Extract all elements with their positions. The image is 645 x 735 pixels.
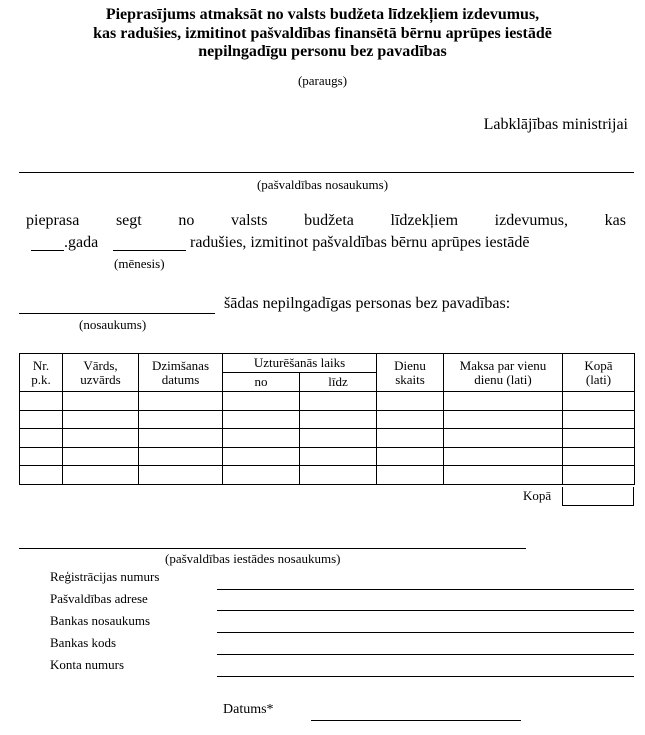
registration-number-line[interactable] [217,589,634,590]
word: no [178,212,195,229]
header-nr-line1: Nr. [32,357,50,373]
header-birth-line2: datums [161,371,200,387]
document-subtitle: (paraugs) [297,73,348,88]
document-title [0,6,645,62]
word: valsts [231,212,268,229]
header-total [563,354,635,392]
table-cell[interactable] [223,392,300,411]
header-nr-line2: p.k. [31,371,51,387]
table-cell[interactable] [563,447,635,466]
year-blank[interactable] [31,250,64,251]
table-cell[interactable] [63,447,139,466]
date-label: Datums* [223,702,274,717]
bank-code-line[interactable] [217,654,634,655]
table-row [20,392,635,411]
word: budžeta [304,212,354,229]
header-fee-line1: Maksa par vienu [459,357,547,373]
table-cell[interactable] [223,447,300,466]
bank-code-label: Bankas kods [50,635,117,650]
title-line-3: nepilngadīgu personu bez pavadības [198,43,447,60]
persons-table [19,353,635,485]
header-from: no [223,373,300,392]
municipality-address-label: Pašvaldības adrese [50,591,148,606]
table-cell[interactable] [20,429,63,448]
table-cell[interactable] [223,429,300,448]
table-cell[interactable] [20,410,63,429]
table-cell[interactable] [20,392,63,411]
table-row [20,447,635,466]
table-cell[interactable] [444,392,563,411]
header-birth-date [139,354,223,392]
table-cell[interactable] [139,410,223,429]
header-total-line1: Kopā [584,357,613,373]
table-cell[interactable] [300,429,377,448]
table-cell[interactable] [63,466,139,485]
table-cell[interactable] [20,466,63,485]
table-cell[interactable] [223,466,300,485]
table-cell[interactable] [377,429,444,448]
table-cell[interactable] [444,466,563,485]
table-cell[interactable] [300,447,377,466]
word: pieprasa [26,212,80,229]
header-fee-line2: dienu (lati) [474,371,532,387]
header-to: līdz [300,373,377,392]
month-blank[interactable] [113,250,186,251]
table-cell[interactable] [377,392,444,411]
table-cell[interactable] [563,429,635,448]
table-cell[interactable] [444,410,563,429]
table-cell[interactable] [444,429,563,448]
word: kas [604,212,626,229]
table-cell[interactable] [139,429,223,448]
header-birth-line1: Dzimšanas [151,357,210,373]
header-name [63,354,139,392]
institution-name-line[interactable] [19,548,526,549]
addressee: Labklājības ministrijai [483,116,628,133]
header-days-line1: Dienu [394,357,426,373]
name-caption: (nosaukums) [79,317,147,332]
table-cell[interactable] [139,447,223,466]
table-cell[interactable] [20,447,63,466]
bank-name-label: Bankas nosaukums [50,613,151,628]
table-cell[interactable] [444,447,563,466]
request-line-2-text: radušies, izmitinot pašvaldības bērnu aprūpes iestādē [190,234,530,251]
table-cell[interactable] [377,447,444,466]
table-cell[interactable] [223,410,300,429]
table-cell[interactable] [139,466,223,485]
header-total-line2: (lati) [585,371,612,387]
table-cell[interactable] [300,392,377,411]
table-cell[interactable] [139,392,223,411]
header-days-line2: skaits [395,371,425,387]
table-cell[interactable] [63,410,139,429]
header-daily-fee [444,354,563,392]
table-cell[interactable] [63,392,139,411]
persons-text: šādas nepilngadīgas personas bez pavadības: [224,295,511,312]
table-row [20,410,635,429]
word: izdevumus, [494,212,568,229]
table-cell[interactable] [563,410,635,429]
municipality-name-line[interactable] [19,172,634,173]
grand-total-cell[interactable] [562,487,634,506]
header-name-line2: uzvārds [80,371,121,387]
date-line[interactable] [311,720,521,721]
word: līdzekļiem [390,212,459,229]
header-stay-period: Uzturēšanās laiks [223,354,377,373]
table-cell[interactable] [563,466,635,485]
month-caption: (mēnesis) [114,256,165,271]
request-line-1 [26,212,626,230]
account-number-line[interactable] [217,676,634,677]
table-row [20,429,635,448]
table-cell[interactable] [377,466,444,485]
grand-total-label: Kopā [523,488,552,503]
title-line-1: Pieprasījums atmaksāt no valsts budžeta līdzekļiem izdevumus, [105,6,540,23]
person-name-line[interactable] [19,313,215,314]
table-cell[interactable] [300,410,377,429]
table-cell[interactable] [563,392,635,411]
table-row [20,466,635,485]
table-body [20,392,635,485]
table-cell[interactable] [377,410,444,429]
title-line-2: kas radušies, izmitinot pašvaldības finansētā bērnu aprūpes iestādē [93,24,552,42]
header-days [377,354,444,392]
municipality-address-line[interactable] [217,610,634,611]
municipality-caption: (pašvaldības nosaukums) [256,177,389,192]
header-nr [20,354,63,392]
header-name-line1: Vārds, [83,357,118,373]
table-cell[interactable] [300,466,377,485]
institution-caption: (pašvaldības iestādes nosaukums) [165,551,341,566]
account-number-label: Konta numurs [50,657,125,672]
bank-name-line[interactable] [217,632,634,633]
word: segt [115,212,142,229]
registration-number-label: Reģistrācijas numurs [50,569,160,584]
table-cell[interactable] [63,429,139,448]
gada-label: .gada [64,234,99,251]
